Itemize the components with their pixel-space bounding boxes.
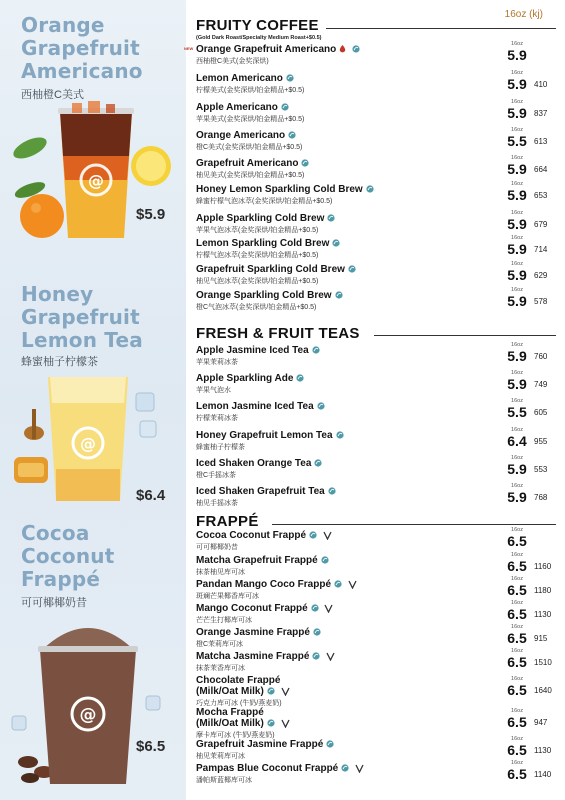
item-price: 5.9: [507, 267, 527, 283]
item-name: Cocoa Coconut Frappé: [196, 530, 332, 541]
item-name-cn: 蜂蜜柠檬气泡冰萃(金奖深烘/铂金精品+$0.5): [196, 198, 333, 205]
item-name-cn: 橙C气泡冰萃(金奖深烘/铂金精品+$0.5): [196, 304, 317, 311]
vegan-v-icon: [281, 687, 290, 696]
item-name-cn: 巧克力库可冰 (牛奶/燕麦奶): [196, 700, 282, 707]
item-size: 16oz: [511, 235, 523, 241]
item-name-cn: 橙C茉莉库可冰: [196, 641, 244, 648]
vegan-v-icon: [348, 580, 357, 589]
menu-item: [196, 70, 554, 99]
item-name: Lemon Americano: [196, 73, 294, 84]
item-kj: 410: [534, 80, 548, 89]
item-name: Honey Grapefruit Lemon Tea: [196, 430, 344, 441]
leaf-icon: [286, 74, 294, 82]
spicy-drop-icon: [339, 45, 346, 53]
section-divider: [272, 524, 556, 525]
menu-item: [196, 707, 554, 739]
item-name-cn: 摩卡库可冰 (牛奶/燕麦奶): [196, 732, 275, 739]
item-name: Matcha Jasmine Frappé: [196, 651, 335, 662]
vegan-v-icon: [324, 604, 333, 613]
item-kj: 1180: [534, 586, 552, 595]
item-name: Orange Americano: [196, 130, 296, 141]
item-kj: 605: [534, 408, 548, 417]
item-kj: 1130: [534, 746, 552, 755]
item-name: Iced Shaken Orange Tea: [196, 458, 322, 469]
item-name: Honey Lemon Sparkling Cold Brew: [196, 184, 374, 195]
featured-item-3: [0, 520, 186, 800]
item-size: 16oz: [511, 527, 523, 533]
item-name-cn: 橙C美式(金奖深烘/铂金精品+$0.5): [196, 144, 303, 151]
leaf-icon: [321, 556, 329, 564]
vegan-v-icon: [326, 652, 335, 661]
item-size: 16oz: [511, 127, 523, 133]
item-name: Grapefruit Sparkling Cold Brew: [196, 264, 356, 275]
leaf-icon: [267, 687, 275, 695]
item-kj: 1130: [534, 610, 552, 619]
vegan-v-icon: [281, 719, 290, 728]
item-name-2: (Milk/Oat Milk): [196, 718, 290, 729]
leaf-icon: [328, 487, 336, 495]
item-price: 6.5: [507, 654, 527, 670]
item-name: Orange Sparkling Cold Brew: [196, 290, 343, 301]
item-name: Apple Sparkling Cold Brew: [196, 213, 335, 224]
menu-item: [196, 155, 554, 184]
leaf-icon: [288, 131, 296, 139]
item-kj: 553: [534, 465, 548, 474]
item-size: 16oz: [511, 210, 523, 216]
leaf-icon: [352, 45, 360, 53]
menu-item: [196, 648, 554, 677]
menu-item: [196, 235, 554, 264]
item-size: 16oz: [511, 70, 523, 76]
item-price: 6.5: [507, 766, 527, 782]
item-kj: 679: [534, 220, 548, 229]
orange-americano-cup-illustration: [8, 98, 178, 248]
item-name-cn: 柚见美式(金奖深烘/铂金精品+$0.5): [196, 172, 305, 179]
menu-item: [196, 99, 554, 128]
leaf-icon: [267, 719, 275, 727]
menu-item: [196, 576, 554, 605]
item-price: 6.5: [507, 682, 527, 698]
leaf-icon: [314, 459, 322, 467]
item-name-cn: 抹茶柚见库可冰: [196, 569, 245, 576]
item-name: Orange Jasmine Frappé: [196, 627, 321, 638]
leaf-icon: [296, 374, 304, 382]
menu-item: [196, 181, 554, 210]
item-price: 5.9: [507, 47, 527, 63]
item-name: Lemon Sparkling Cold Brew: [196, 238, 340, 249]
featured-title: Cocoa Coconut Frappé: [21, 521, 115, 591]
item-kj: 915: [534, 634, 548, 643]
item-size: 16oz: [511, 760, 523, 766]
item-name-cn: 橙C手摇冰茶: [196, 472, 237, 479]
leaf-icon: [335, 291, 343, 299]
section-divider: [374, 335, 556, 336]
item-name-cn: 抹茶茉香库可冰: [196, 665, 245, 672]
item-price: 5.9: [507, 376, 527, 392]
item-name-cn: 柚见茉莉库可冰: [196, 753, 245, 760]
leaf-icon: [348, 265, 356, 273]
item-kj: 955: [534, 437, 548, 446]
leaf-icon: [301, 159, 309, 167]
item-kj: 653: [534, 191, 548, 200]
item-name-cn: 芒芒生打椰库可冰: [196, 617, 252, 624]
item-size: 16oz: [511, 455, 523, 461]
menu-item: [196, 600, 554, 629]
cocoa-frappe-cup-illustration: [8, 612, 178, 792]
item-name: Grapefruit Americano: [196, 158, 309, 169]
item-name-cn: 苹果气泡水: [196, 387, 231, 394]
item-size: 16oz: [511, 708, 523, 714]
menu-item: [196, 370, 554, 399]
item-price: 6.5: [507, 742, 527, 758]
featured-panel: [0, 0, 186, 800]
new-badge: NEW: [184, 46, 194, 51]
item-price: 5.9: [507, 187, 527, 203]
leaf-icon: [327, 214, 335, 222]
item-size: 16oz: [511, 370, 523, 376]
item-price: 5.9: [507, 105, 527, 121]
item-price: 6.5: [507, 606, 527, 622]
featured-title: Honey Grapefruit Lemon Tea: [21, 282, 143, 352]
svg-text:@: @: [88, 171, 104, 190]
item-name-cn: 潘帕斯蓝椰库可冰: [196, 777, 252, 784]
item-price: 5.9: [507, 76, 527, 92]
svg-text:@: @: [80, 434, 96, 453]
leaf-icon: [317, 402, 325, 410]
item-name: Chocolate Frappé: [196, 675, 281, 686]
size-header: 16oz (kj): [504, 9, 543, 20]
item-size: 16oz: [511, 342, 523, 348]
menu-panel: [186, 0, 565, 800]
item-price: 5.5: [507, 133, 527, 149]
item-price: 6.5: [507, 582, 527, 598]
item-name: Iced Shaken Grapefruit Tea: [196, 486, 336, 497]
featured-title: Orange Grapefruit Americano: [21, 13, 143, 83]
leaf-icon: [313, 628, 321, 636]
item-price: 5.9: [507, 489, 527, 505]
leaf-icon: [311, 604, 319, 612]
item-size: 16oz: [511, 552, 523, 558]
item-name: Apple Sparkling Ade: [196, 373, 304, 384]
item-name-cn: 斑斓芒果椰香库可冰: [196, 593, 259, 600]
item-size: 16oz: [511, 427, 523, 433]
item-size: 16oz: [511, 676, 523, 682]
menu-item: [184, 41, 554, 70]
leaf-icon: [312, 652, 320, 660]
item-name: Pampas Blue Coconut Frappé: [196, 763, 364, 774]
item-name: Lemon Jasmine Iced Tea: [196, 401, 325, 412]
item-kj: 947: [534, 718, 548, 727]
item-kj: 837: [534, 109, 548, 118]
item-size: 16oz: [511, 576, 523, 582]
menu-item: [196, 760, 554, 789]
featured-cn: 可可椰椰奶昔: [21, 597, 87, 609]
menu-item: [196, 210, 554, 239]
item-price: 6.5: [507, 533, 527, 549]
item-name-cn: 可可椰椰奶昔: [196, 544, 238, 551]
featured-price: $6.5: [136, 738, 166, 755]
item-size: 16oz: [511, 41, 523, 47]
item-size: 16oz: [511, 287, 523, 293]
leaf-icon: [366, 185, 374, 193]
featured-cn: 西柚橙C美式: [21, 89, 84, 101]
item-size: 16oz: [511, 624, 523, 630]
menu-item: [196, 552, 554, 581]
item-name: Orange Grapefruit Americano: [196, 44, 360, 55]
item-price: 5.9: [507, 348, 527, 364]
item-name-cn: 柠檬气泡冰萃(金奖深烘/铂金精品+$0.5): [196, 252, 319, 259]
menu-item: [196, 287, 554, 316]
item-size: 16oz: [511, 181, 523, 187]
menu-item: [196, 483, 554, 512]
section-title-frappe: FRAPPÉ: [196, 513, 259, 530]
leaf-icon: [281, 103, 289, 111]
leaf-icon: [334, 580, 342, 588]
item-price: 6.5: [507, 630, 527, 646]
item-kj: 714: [534, 245, 548, 254]
item-name: Pandan Mango Coco Frappé: [196, 579, 357, 590]
menu-item: [196, 427, 554, 456]
item-name-cn: 西柚橙C美式(金奖深烘): [196, 58, 269, 65]
item-kj: 629: [534, 271, 548, 280]
item-size: 16oz: [511, 648, 523, 654]
menu-item: [196, 342, 554, 371]
menu-item: [196, 527, 554, 556]
featured-item-2: [0, 265, 186, 520]
item-name: Matcha Grapefruit Frappé: [196, 555, 329, 566]
item-price: 5.9: [507, 216, 527, 232]
leaf-icon: [341, 764, 349, 772]
item-price: 5.9: [507, 461, 527, 477]
item-name: Mango Coconut Frappé: [196, 603, 333, 614]
item-size: 16oz: [511, 261, 523, 267]
item-name: Apple Jasmine Iced Tea: [196, 345, 320, 356]
item-kj: 1140: [534, 770, 552, 779]
item-price: 5.9: [507, 293, 527, 309]
leaf-icon: [326, 740, 334, 748]
item-size: 16oz: [511, 736, 523, 742]
featured-cn: 蜂蜜柚子柠檬茶: [21, 356, 98, 368]
item-size: 16oz: [511, 600, 523, 606]
featured-price: $5.9: [136, 206, 166, 223]
item-kj: 760: [534, 352, 548, 361]
item-kj: 1510: [534, 658, 552, 667]
item-kj: 664: [534, 165, 548, 174]
item-kj: 1640: [534, 686, 552, 695]
item-name-cn: 柚见手摇冰茶: [196, 500, 238, 507]
section-title-fresh-fruit-teas: FRESH & FRUIT TEAS: [196, 325, 360, 342]
leaf-icon: [332, 239, 340, 247]
menu-item: [196, 455, 554, 484]
item-price: 5.9: [507, 161, 527, 177]
item-size: 16oz: [511, 155, 523, 161]
item-kj: 1160: [534, 562, 552, 571]
menu-item: [196, 398, 554, 427]
featured-price: $6.4: [136, 487, 166, 504]
item-name: Mocha Frappé: [196, 707, 264, 718]
menu-item: [196, 127, 554, 156]
menu-item: [196, 624, 554, 653]
menu-item: [196, 261, 554, 290]
section-divider: [326, 28, 556, 29]
item-name: Apple Americano: [196, 102, 289, 113]
item-kj: 768: [534, 493, 548, 502]
item-name-cn: 苹果气泡冰萃(金奖深烘/铂金精品+$0.5): [196, 227, 319, 234]
item-price: 6.5: [507, 558, 527, 574]
item-kj: 613: [534, 137, 548, 146]
item-size: 16oz: [511, 398, 523, 404]
vegan-v-icon: [355, 764, 364, 773]
item-price: 5.9: [507, 241, 527, 257]
item-name: Grapefruit Jasmine Frappé: [196, 739, 334, 750]
item-name-cn: 苹果美式(金奖深烘/铂金精品+$0.5): [196, 116, 305, 123]
item-name-cn: 苹果茉莉冰茶: [196, 359, 238, 366]
vegan-v-icon: [323, 531, 332, 540]
menu-item: [196, 736, 554, 765]
leaf-icon: [309, 531, 317, 539]
item-price: 6.5: [507, 714, 527, 730]
leaf-icon: [336, 431, 344, 439]
item-price: 5.5: [507, 404, 527, 420]
leaf-icon: [312, 346, 320, 354]
item-name-cn: 柚见气泡冰萃(金奖深烘/铂金精品+$0.5): [196, 278, 319, 285]
item-kj: 749: [534, 380, 548, 389]
item-size: 16oz: [511, 99, 523, 105]
section-subtitle: (Gold Dark Roast/Specialty Medium Roast+$0.5): [196, 35, 322, 41]
item-price: 6.4: [507, 433, 527, 449]
item-size: 16oz: [511, 483, 523, 489]
item-name-cn: 蜂蜜柚子柠檬茶: [196, 444, 245, 451]
item-name-cn: 柠檬美式(金奖深烘/铂金精品+$0.5): [196, 87, 305, 94]
section-title-fruity-coffee: FRUITY COFFEE: [196, 17, 319, 34]
item-name-cn: 柠檬茉莉冰茶: [196, 415, 238, 422]
item-kj: 578: [534, 297, 548, 306]
item-name-2: (Milk/Oat Milk): [196, 686, 290, 697]
featured-item-1: [0, 0, 186, 265]
menu-item: [196, 675, 554, 707]
svg-text:@: @: [79, 705, 97, 725]
